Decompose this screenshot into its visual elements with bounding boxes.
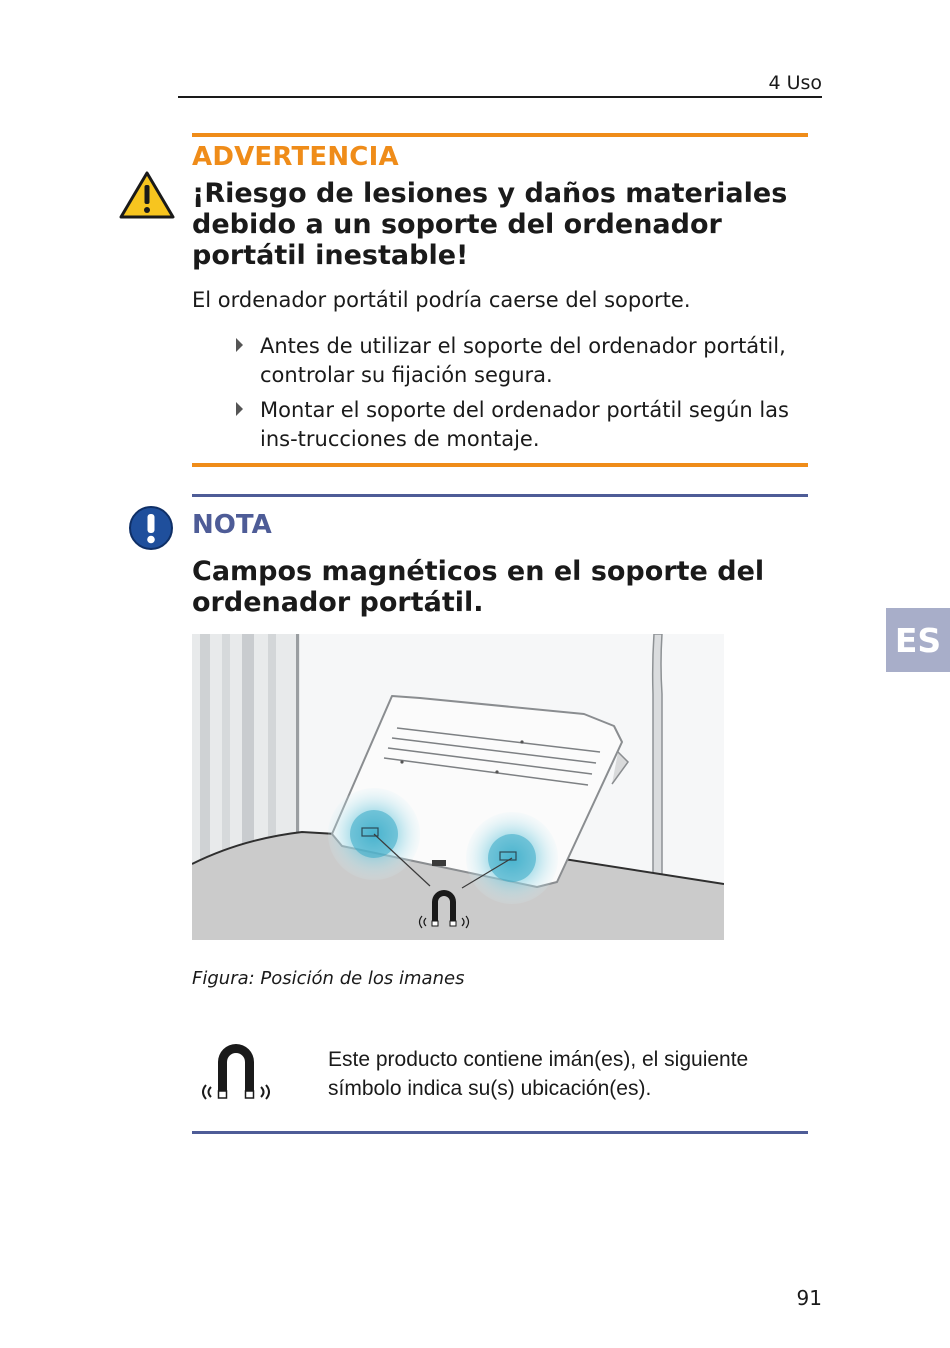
warning-triangle-icon [118, 170, 176, 220]
note-label: NOTA [192, 510, 272, 540]
warning-text: El ordenador portátil podría caerse del soporte. [192, 288, 691, 312]
page-number: 91 [796, 1286, 822, 1310]
warning-bottom-rule [192, 463, 808, 467]
note-bottom-rule [192, 1131, 808, 1134]
magnet-notice-text: Este producto contiene imán(es), el siguiente símbolo indica su(s) ubicación(es). [328, 1048, 749, 1100]
header-section: 4 Uso [768, 72, 822, 94]
figure-caption: Figura: Posición de los imanes [192, 968, 465, 989]
warning-label: ADVERTENCIA [192, 142, 399, 172]
language-tab: ES [886, 608, 950, 672]
warning-title: ¡Riesgo de lesiones y daños materiales debido a un soporte del ordenador portátil inestable! [192, 178, 788, 271]
magnet-position-figure [192, 634, 724, 940]
warning-bullet: Montar el soporte del ordenador portátil según las ins-trucciones de montaje. [260, 398, 789, 451]
note-title: Campos magnéticos en el soporte del ordenador portátil. [192, 556, 765, 618]
exclamation-circle-icon [128, 505, 174, 551]
warning-bullet: Antes de utilizar el soporte del ordenador portátil, controlar su fijación segura. [260, 334, 786, 387]
warning-top-rule [192, 133, 808, 137]
bullet-arrow-icon [233, 335, 249, 355]
bullet-arrow-icon [233, 399, 249, 419]
magnet-icon [200, 1034, 272, 1106]
header-divider [178, 96, 822, 98]
note-top-rule [192, 494, 808, 497]
